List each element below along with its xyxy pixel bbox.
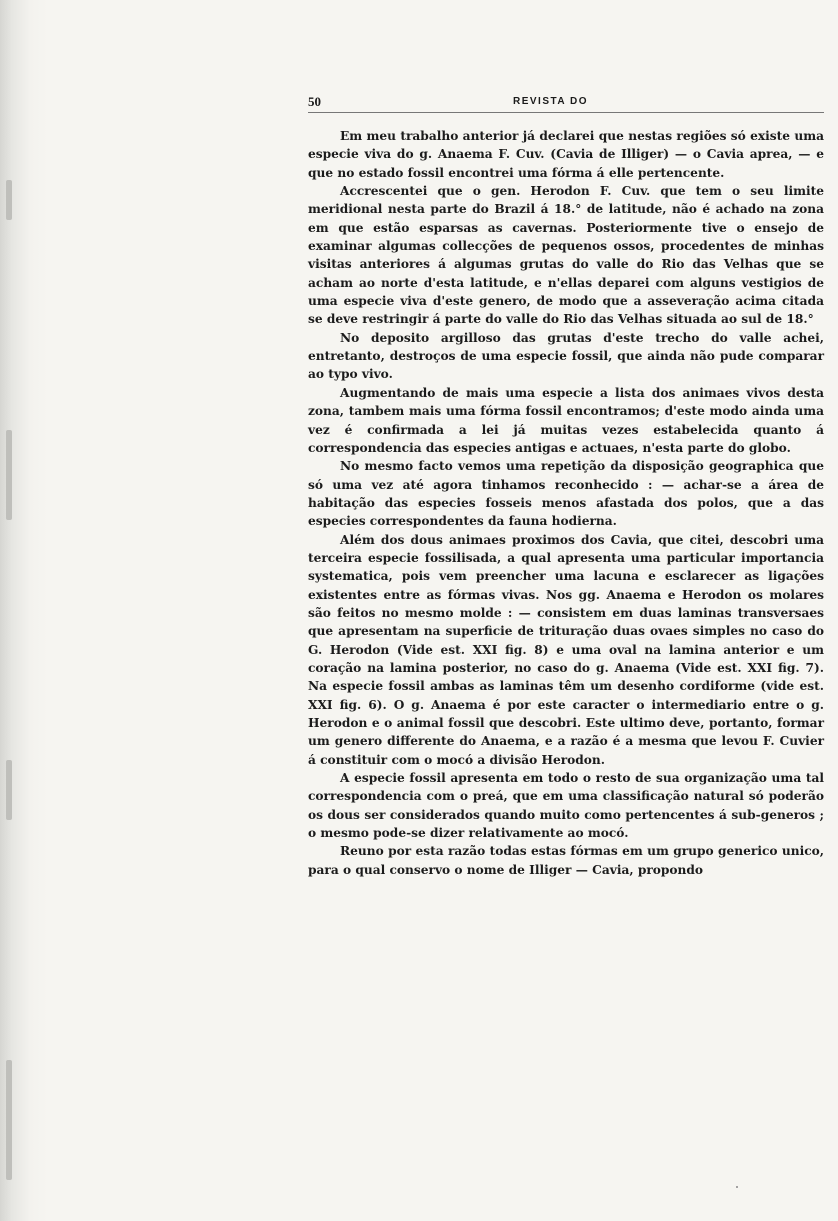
paragraph: No mesmo facto vemos uma repetição da disposição geographica que só uma vez até agora tinhamos reconhecido : — achar-se a área de habitação das especies fosseis menos afastada dos polos, que a das especies correspondentes da fauna hodierna. bbox=[308, 459, 824, 529]
paragraph: Além dos dous animaes proximos dos Cavia, que citei, descobri uma terceira especie fossilisada, a qual apresenta uma particular importancia systematica, pois vem preencher uma lacuna e esclarecer as ligações existentes entre as fórmas vivas. Nos gg. Anaema e Herodon os molares são feitos no mesmo molde : — consistem em duas laminas transversaes que apresentam na superficie de trituração duas ovaes simples no caso do G. Herodon (Vide est. XXI fig. 8) e uma oval na lamina anterior e um coração na lamina posterior, no caso do g. Anaema (Vide est. XXI fig. 7). Na especie fossil ambas as laminas têm um desenho cordiforme (vide est. XXI fig. 6). O g. Anaema é por este caracter o intermediario entre o g. Herodon e o animal fossil que descobri. Este ultimo deve, portanto, formar um genero differente do Anaema, e a razão é a mesma que levou F. Cuvier á constituir com o mocó a divisão Herodon. bbox=[308, 532, 824, 767]
paragraph: Augmentando de mais uma especie a lista dos animaes vivos desta zona, tambem mais uma fórma fossil encontramos; d'este modo ainda uma vez é confirmada a lei já muitas vezes estabelecida quanto á correspondencia das especies antigas e actuaes, n'esta parte do globo. bbox=[308, 385, 824, 455]
page-binding-edge bbox=[0, 0, 48, 1221]
paragraph: Reuno por esta razão todas estas fórmas em um grupo generico unico, para o qual conservo o nome de Illiger — Cavia, propondo bbox=[308, 844, 824, 877]
speck bbox=[736, 1186, 738, 1188]
paragraph: A especie fossil apresenta em todo o resto de sua organização uma tal correspondencia com o preá, que em uma classificação natural só poderão os dous ser considerados quando muito como pertencentes á sub-generos ; o mesmo pode-se dizer relativamente ao mocó. bbox=[308, 771, 824, 841]
page-number: 50 bbox=[308, 94, 321, 109]
document-page bbox=[308, 94, 824, 879]
page-header bbox=[308, 94, 824, 113]
binding-mark bbox=[6, 430, 12, 520]
binding-mark bbox=[6, 1060, 12, 1180]
paragraph: No deposito argilloso das grutas d'este trecho do valle achei, entretanto, destroços de uma especie fossil, que ainda não pude comparar ao typo vivo. bbox=[308, 330, 824, 382]
paragraph: Accrescentei que o gen. Herodon F. Cuv. que tem o seu limite meridional nesta parte do Brazil á 18.° de latitude, não é achado na zona em que estão esparsas as cavernas. Posteriormente tive o ensejo de examinar algumas collecções de pequenos ossos, procedentes de minhas visitas anteriores á algumas grutas do valle do Rio das Velhas que se acham ao norte d'esta latitude, e n'ellas deparei com alguns vestigios de uma especie viva d'este genero, de modo que a asseveração acima citada se deve restringir á parte do valle do Rio das Velhas situada ao sul de 18.° bbox=[308, 184, 824, 327]
body-text bbox=[308, 127, 824, 879]
binding-mark bbox=[6, 760, 12, 820]
paragraph: Em meu trabalho anterior já declarei que nestas regiões só existe uma especie viva do g. Anaema F. Cuv. (Cavia de Illiger) — o Cavia aprea, — e que no estado fossil encontrei uma fórma á elle pertencente. bbox=[308, 129, 824, 180]
running-head: REVISTA DO bbox=[513, 96, 589, 107]
binding-mark bbox=[6, 180, 12, 220]
